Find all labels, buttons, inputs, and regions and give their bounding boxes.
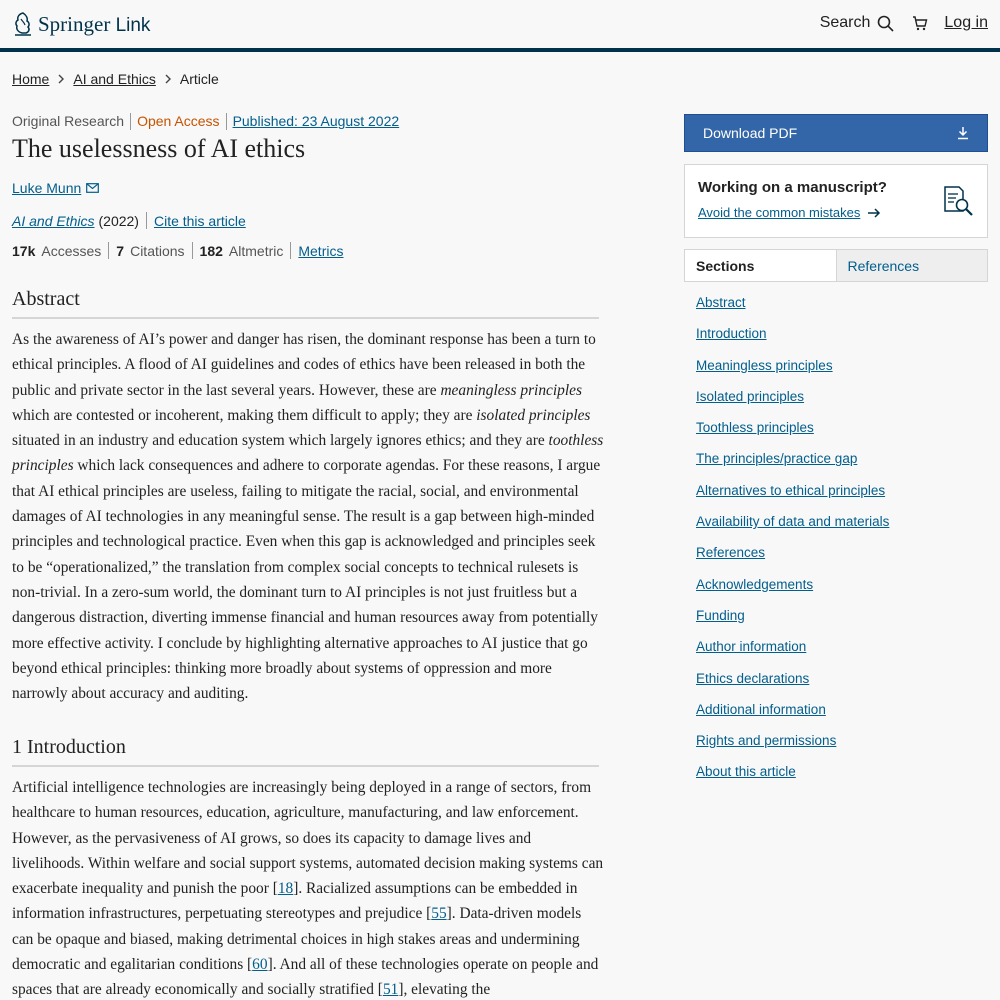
abstract-heading: Abstract: [12, 288, 599, 319]
citation-link[interactable]: 55: [431, 905, 447, 923]
abstract-paragraph: [12, 327, 604, 706]
breadcrumb: [12, 71, 219, 87]
citations-label: Citations: [130, 242, 185, 259]
divider: [146, 212, 147, 229]
toc-link-funding[interactable]: Funding: [696, 607, 745, 623]
toc-item: [696, 670, 889, 701]
toc-item: [696, 544, 889, 575]
abstract-body: [12, 327, 604, 706]
toc-link-ethics[interactable]: Ethics declarations: [696, 670, 810, 686]
accesses-count: 17k: [12, 242, 36, 259]
article-metrics: [12, 242, 343, 259]
toc-item: [696, 325, 889, 356]
published-date-link[interactable]: Published: 23 August 2022: [226, 113, 406, 130]
accesses-label: Accesses: [41, 242, 102, 259]
citation-link[interactable]: 18: [277, 880, 294, 898]
emphasis-toothless: toothless principles: [12, 432, 604, 475]
toc-link-author-info[interactable]: Author information: [696, 639, 807, 655]
download-pdf-button[interactable]: [684, 114, 988, 152]
toc-link-introduction[interactable]: Introduction: [696, 326, 767, 342]
sidebar-tabs: [684, 249, 988, 282]
download-icon: [957, 126, 969, 140]
toc-link-isolated[interactable]: Isolated principles: [696, 388, 805, 404]
login-link[interactable]: Log in: [944, 14, 988, 31]
article-type: Original Research: [12, 113, 125, 129]
altmetric-label: Altmetric: [228, 242, 284, 259]
intro-text: ]. And all of these technologies operate on people and spaces that are already economically and socially stratified [: [12, 956, 599, 999]
manuscript-promo: [684, 164, 988, 238]
metrics-link[interactable]: Metrics: [298, 242, 344, 259]
intro-text: ]. Data-driven models can be opaque and biased, making detrimental choices in high stakes areas and undermining democratic and egalitarian conditions [: [12, 905, 582, 974]
divider: [290, 242, 291, 259]
header-actions: [820, 14, 988, 32]
toc-item: [696, 638, 889, 669]
chevron-right-icon: [164, 74, 172, 84]
tab-sections[interactable]: Sections: [685, 250, 837, 281]
introduction-heading: 1 Introduction: [12, 736, 599, 767]
emphasis-meaningless: meaningless principles: [440, 381, 582, 399]
abstract-text: As the awareness of AI’s power and danger has risen, the dominant response has been a turn to ethical principles. A flood of AI guidelines and codes of ethics have been released in both the public and private sector in the last several years. However, these are: [12, 331, 596, 399]
toc-item: [696, 294, 889, 325]
toc-link-abstract[interactable]: Abstract: [696, 295, 746, 310]
journal-link[interactable]: AI and Ethics: [12, 212, 95, 229]
author-link[interactable]: Luke Munn: [12, 180, 82, 196]
toc-item: [696, 357, 889, 388]
citations-count: 7: [116, 242, 125, 259]
intro-text: Artificial intelligence technologies are increasingly being deployed in a range of sectors, from healthcare to human resources, education, agriculture, manufacturing, and law enforcement. However, as the pervasiveness of AI grows, so does its capacity to damage lives and livelihoods. Within welfare and social support systems, automated decision making systems can exacerbate inequality and punish the poor [: [12, 779, 604, 898]
cart-icon[interactable]: [912, 15, 928, 31]
toc-item: [696, 513, 889, 544]
introduction-body: [12, 775, 604, 1000]
search-button[interactable]: [820, 14, 895, 32]
breadcrumb-journal[interactable]: AI and Ethics: [73, 71, 156, 87]
toc-link-additional[interactable]: Additional information: [696, 701, 826, 717]
author-line: [12, 180, 99, 196]
breadcrumb-home[interactable]: Home: [12, 71, 50, 87]
toc-item: [696, 419, 889, 450]
toc-link-meaningless[interactable]: Meaningless principles: [696, 357, 833, 373]
springer-horse-icon: [12, 11, 34, 37]
toc-link-acknowledgements[interactable]: Acknowledgements: [696, 576, 814, 592]
open-access-badge: Open Access: [130, 113, 226, 130]
toc-item: [696, 450, 889, 481]
cite-article-link[interactable]: Cite this article: [153, 212, 246, 229]
toc-item: [696, 607, 889, 638]
toc-link-availability[interactable]: Availability of data and materials: [696, 514, 890, 530]
abstract-text: which are contested or incoherent, making them difficult to apply; they are: [12, 406, 477, 424]
toc-link-about[interactable]: About this article: [696, 764, 796, 780]
toc-item: [696, 482, 889, 513]
avoid-mistakes-label: Avoid the common mistakes: [698, 205, 861, 220]
email-icon[interactable]: [86, 183, 99, 193]
intro-text: ]. Racialized assumptions can be embedded in information infrastructures, perpetuating stereotypes and prejudice [: [12, 880, 578, 923]
intro-text: ], elevating the: [398, 981, 491, 999]
logo-main-text: Springer: [38, 11, 111, 36]
toc-item: [696, 701, 889, 732]
emphasis-isolated: isolated principles: [476, 406, 591, 424]
arrow-right-icon: [867, 208, 881, 218]
journal-year: (2022): [98, 212, 139, 229]
site-header: [0, 0, 1000, 52]
citation-link[interactable]: 60: [252, 956, 268, 974]
toc-item: [696, 576, 889, 607]
manuscript-title: Working on a manuscript?: [698, 179, 887, 196]
toc-link-toothless[interactable]: Toothless principles: [696, 420, 814, 436]
avoid-mistakes-link[interactable]: [698, 205, 881, 220]
springerlink-logo[interactable]: [12, 11, 150, 37]
logo-sub-text: Link: [115, 14, 151, 36]
abstract-text: situated in an industry and education system which largely ignores ethics; and they are: [12, 432, 549, 450]
search-label: Search: [819, 14, 871, 31]
tab-references[interactable]: References: [837, 250, 988, 281]
search-icon: [877, 15, 894, 32]
divider: [108, 242, 109, 259]
chevron-right-icon: [57, 74, 65, 84]
sections-list: [696, 294, 889, 795]
divider: [192, 242, 193, 259]
journal-line: [12, 212, 246, 229]
altmetric-count: 182: [199, 242, 223, 259]
abstract-text: which lack consequences and adhere to corporate agendas. For these reasons, I argue that AI ethical principles are useless, failing to mitigate the racial, social, and environmental damages of AI technologies in any meaningful sense. The result is a gap between high-minded principles and technological practice. Even when this gap is acknowledged and principles seek to be “operationalized,” the translation from complex social concepts to technical rulesets is non-trivial. In a zero-sum world, the dominant turn to AI principles is not just fruitless but a dangerous distraction, diverting immense financial and human resources away from potentially more effective activity. I conclude by highlighting alternative approaches to AI justice that go beyond ethical principles: thinking more broadly about systems of oppression and more narrowly about accuracy and auditing.: [12, 457, 601, 703]
introduction-paragraph: [12, 775, 604, 1000]
toc-link-alternatives[interactable]: Alternatives to ethical principles: [696, 482, 886, 498]
article-meta: [12, 113, 405, 130]
toc-link-references[interactable]: References: [696, 545, 766, 561]
article-title: The uselessness of AI ethics: [12, 134, 306, 163]
download-pdf-label: Download PDF: [703, 125, 798, 141]
toc-item: [696, 388, 889, 419]
toc-item: [696, 732, 889, 763]
toc-link-rights[interactable]: Rights and permissions: [696, 733, 837, 749]
document-search-icon: [942, 185, 974, 217]
toc-link-gap[interactable]: The principles/practice gap: [696, 451, 858, 467]
logo-wordmark: [38, 12, 150, 37]
toc-item: [696, 763, 889, 794]
breadcrumb-current: Article: [179, 71, 219, 87]
citation-link[interactable]: 51: [382, 981, 399, 999]
